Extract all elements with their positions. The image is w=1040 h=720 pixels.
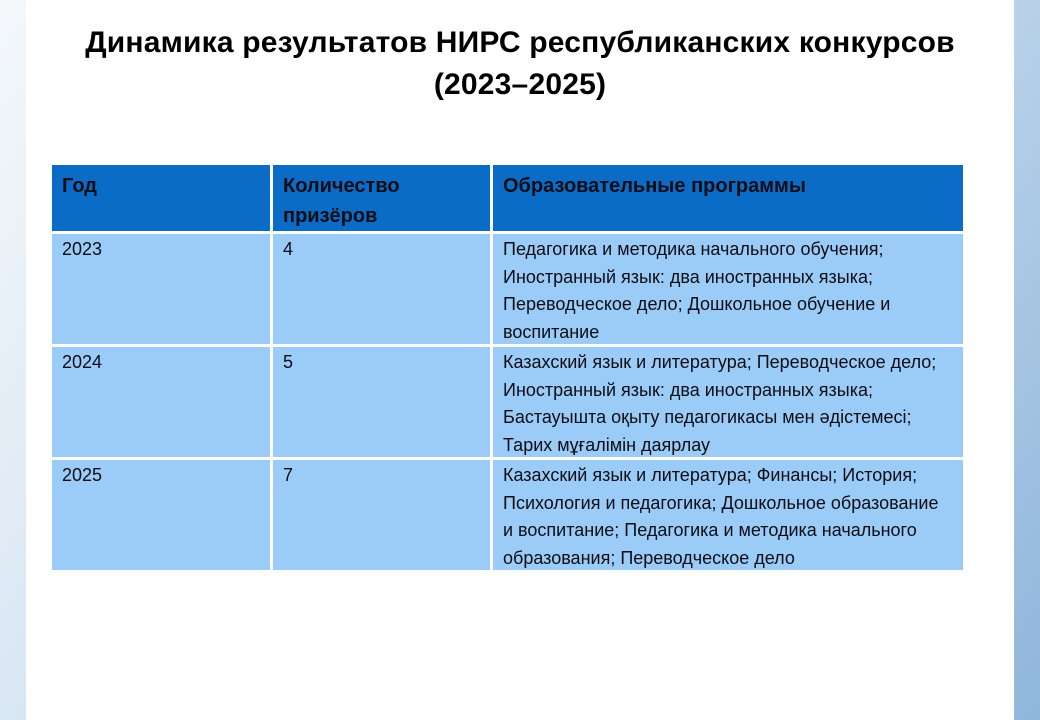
- table-header-count: Количество призёров: [273, 165, 490, 231]
- table-cell-programs-2025: Казахский язык и литература; Финансы; История; Психология и педагогика; Дошкольное образование и воспитание; Педагогика и методика начального образования; Переводческое дело: [493, 460, 963, 570]
- slide-title-line2: (2023–2025): [433, 68, 607, 101]
- table-cell-count-2025: 7: [273, 460, 490, 570]
- table-cell-year-2023: 2023: [52, 234, 270, 344]
- table-header-year: Год: [52, 165, 270, 231]
- table-header-programs: Образовательные программы: [493, 165, 963, 231]
- table-cell-year-2024: 2024: [52, 347, 270, 457]
- table-cell-count-2024: 5: [273, 347, 490, 457]
- slide-title-line1: Динамика результатов НИРС республиканских конкурсов: [85, 26, 955, 59]
- slide-title: [26, 22, 1014, 106]
- table-cell-programs-2023: Педагогика и методика начального обучения; Иностранный язык: два иностранных языка; Переводческое дело; Дошкольное обучение и воспитание: [493, 234, 963, 344]
- table-cell-year-2025: 2025: [52, 460, 270, 570]
- results-table: [52, 165, 963, 570]
- table-cell-count-2023: 4: [273, 234, 490, 344]
- table-cell-programs-2024: Казахский язык и литература; Переводческое дело; Иностранный язык: два иностранных языка; Бастауышта оқыту педагогикасы мен әдістемесі; Тарих мұғалімін даярлау: [493, 347, 963, 457]
